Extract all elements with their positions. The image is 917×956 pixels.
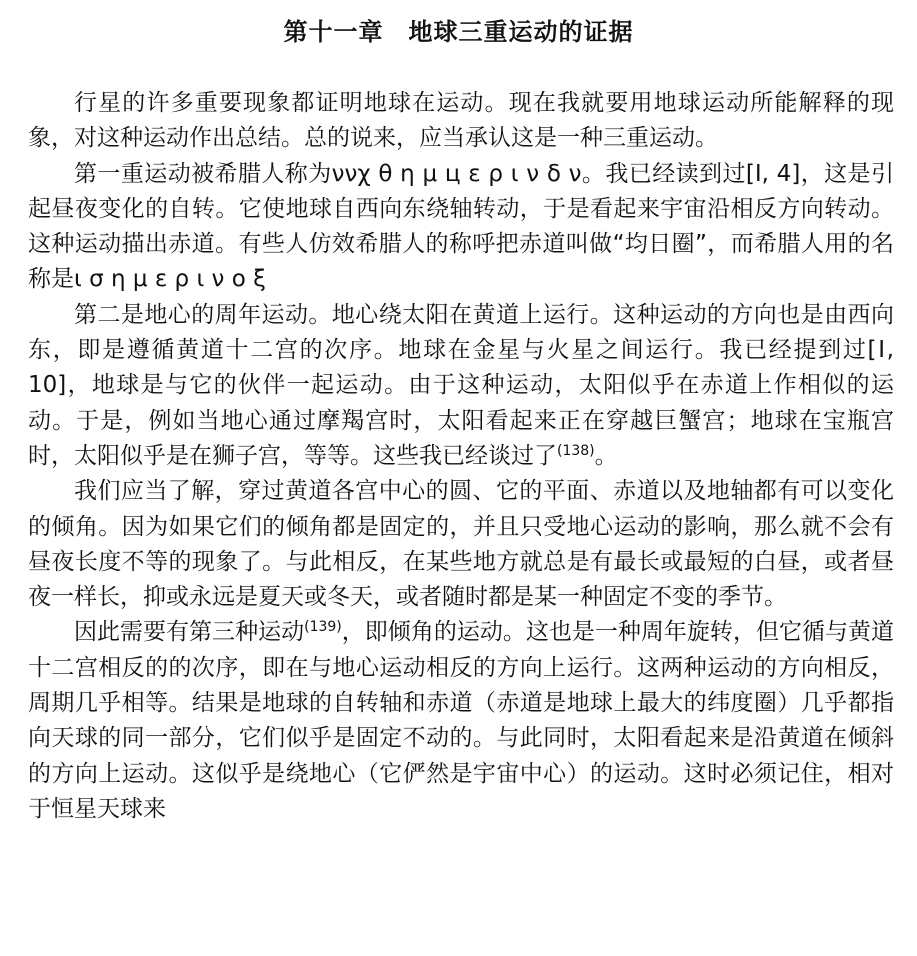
paragraph-1	[28, 86, 894, 157]
paragraph-2	[28, 157, 894, 298]
footnote-ref-138[interactable]: (138)	[557, 442, 595, 459]
paragraph-text: 第二是地心的周年运动。地心绕太阳在黄道上运行。这种运动的方向也是由西向东，即是遵循黄道十二宫的次序。地球在金星与火星之间运行。我已经提到过[Ⅰ, 10]，地球是与它的伙伴一起运动。由于这种运动，太阳似乎在赤道上作相似的运动。于是，例如当地心通过摩羯宫时，太阳看起来正在穿越巨蟹宫；地球在宝瓶宫时，太阳似乎是在狮子宫，等等。这些我已经谈过了	[28, 301, 894, 469]
paragraph-text: 因此需要有第三种运动	[74, 619, 305, 646]
paragraph-text: 。	[594, 442, 618, 469]
paragraph-5	[28, 615, 894, 827]
paragraph-text: 我们应当了解，穿过黄道各宫中心的圆、它的平面、赤道以及地轴都有可以变化的倾角。因为如果它们的倾角都是固定的，并且只受地心运动的影响，那么就不会有昼夜长度不等的现象了。与此相反，在某些地方就总是有最长或最短的白昼，或者昼夜一样长，抑或永远是夏天或冬天，或者随时都是某一种固定不变的季节。	[28, 478, 894, 611]
paragraph-text: ，即倾角的运动。这也是一种周年旋转，但它循与黄道十二宫相反的的次序，即在与地心运动相反的方向上运行。这两种运动的方向相反，周期几乎相等。结果是地球的自转轴和赤道（赤道是地球上最大的纬度圈）几乎都指向天球的同一部分，它们似乎是固定不动的。与此同时，太阳看起来是沿黄道在倾斜的方向上运动。这似乎是绕地心（它俨然是宇宙中心）的运动。这时必须记住，相对于恒星天球来	[28, 619, 895, 822]
paragraph-text: 行星的许多重要现象都证明地球在运动。现在我就要用地球运动所能解释的现象，对这种运动作出总结。总的说来，应当承认这是一种三重运动。	[28, 90, 894, 152]
chapter-title: 第十一章 地球三重运动的证据	[283, 18, 634, 46]
body-text	[28, 86, 894, 827]
paragraph-3	[28, 298, 894, 474]
paragraph-text: 第一重运动被希腊人称为ννχ θ η μ ц ε ρ ι ν δ ν。我已经读到过[I, 4]，这是引起昼夜变化的自转。它使地球自西向东绕轴转动，于是看起来宇宙沿相反方向转动。这种运动描出赤道。有些人仿效希腊人的称呼把赤道叫做“均日圈”，而希腊人用的名称是ι σ η μ ε ρ ι ν ο ξ	[28, 160, 894, 293]
footnote-ref-139[interactable]: (139)	[304, 619, 342, 636]
paragraph-4	[28, 474, 894, 615]
